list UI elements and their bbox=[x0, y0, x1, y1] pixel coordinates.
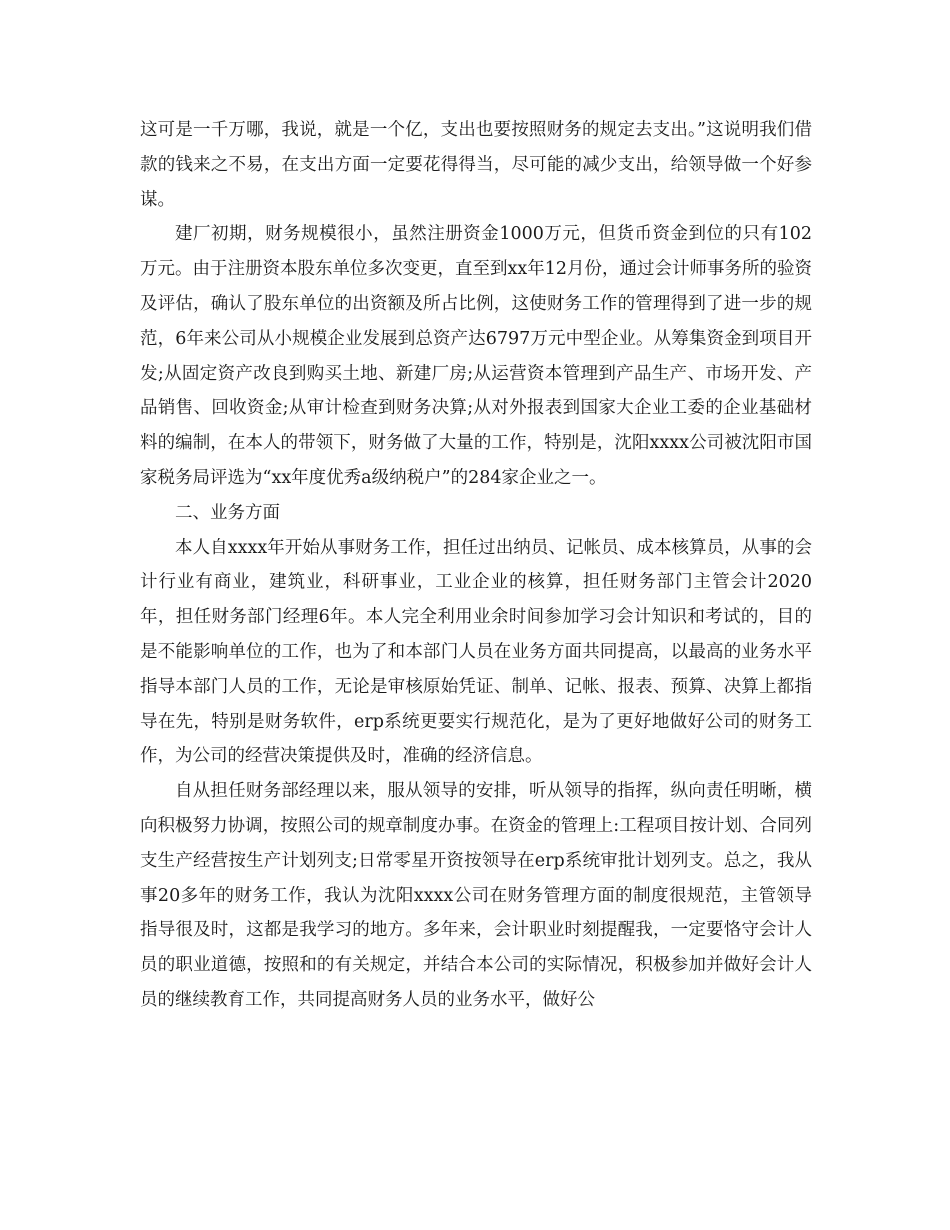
paragraph-work-experience: 本人自xxxx年开始从事财务工作，担任过出纳员、记帐员、成本核算员，从事的会计行业有商业，建筑业，科研事业，工业企业的核算，担任财务部门主管会计2020年，担任财务部门经理6年。本人完全利用业余时间参加学习会计知识和考试的，目的是不能影响单位的工作，也为了和本部门人员在业务方面共同提高，以最高的业务水平指导本部门人员的工作，无论是审核原始凭证、制单、记帐、报表、预算、决算上都指导在先，特别是财务软件，erp系统更要实行规范化，是为了更好地做好公司的财务工作，为公司的经营决策提供及时，准确的经济信息。 bbox=[140, 537, 812, 767]
paragraph-continuation: 这可是一千万哪，我说，就是一个亿，支出也要按照财务的规定去支出。”这说明我们借款的钱来之不易，在支出方面一定要花得得当，尽可能的减少支出，给领导做一个好参谋。 bbox=[140, 120, 812, 210]
section-heading-business: 二、业务方面 bbox=[175, 502, 280, 523]
paragraph-factory-early-stage: 建厂初期，财务规模很小，虽然注册资金1000万元，但货币资金到位的只有102万元。由于注册资本股东单位多次变更，直至到xx年12月份，通过会计师事务所的验资及评估，确认了股东单位的出资额及所占比例，这使财务工作的管理得到了进一步的规范，6年来公司从小规模企业发展到总资产达6797万元中型企业。从筹集资金到项目开发;从固定资产改良到购买土地、新建厂房;从运营资本管理到产品生产、市场开发、产品销售、回收资金;从审计检查到财务决算;从对外报表到国家大企业工委的企业基础材料的编制，在本人的带领下，财务做了大量的工作，特别是，沈阳xxxx公司被沈阳市国家税务局评选为“xx年度优秀a级纳税户”的284家企业之一。 bbox=[140, 224, 813, 488]
document-body bbox=[140, 113, 812, 1018]
paragraph-manager-duties: 自从担任财务部经理以来，服从领导的安排，听从领导的指挥，纵向责任明晰，横向积极努力协调，按照公司的规章制度办事。在资金的管理上:工程项目按计划、合同列支生产经营按生产计划列支;日常零星开资按领导在erp系统审批计划列支。总之，我从事20多年的财务工作，我认为沈阳xxxx公司在财务管理方面的制度很规范，主管领导指导很及时，这都是我学习的地方。多年来，会计职业时刻提醒我，一定要恪守会计人员的职业道德，按照和的有关规定，并结合本公司的实际情况，积极参加并做好会计人员的继续教育工作，共同提高财务人员的业务水平，做好公 bbox=[140, 781, 812, 1010]
